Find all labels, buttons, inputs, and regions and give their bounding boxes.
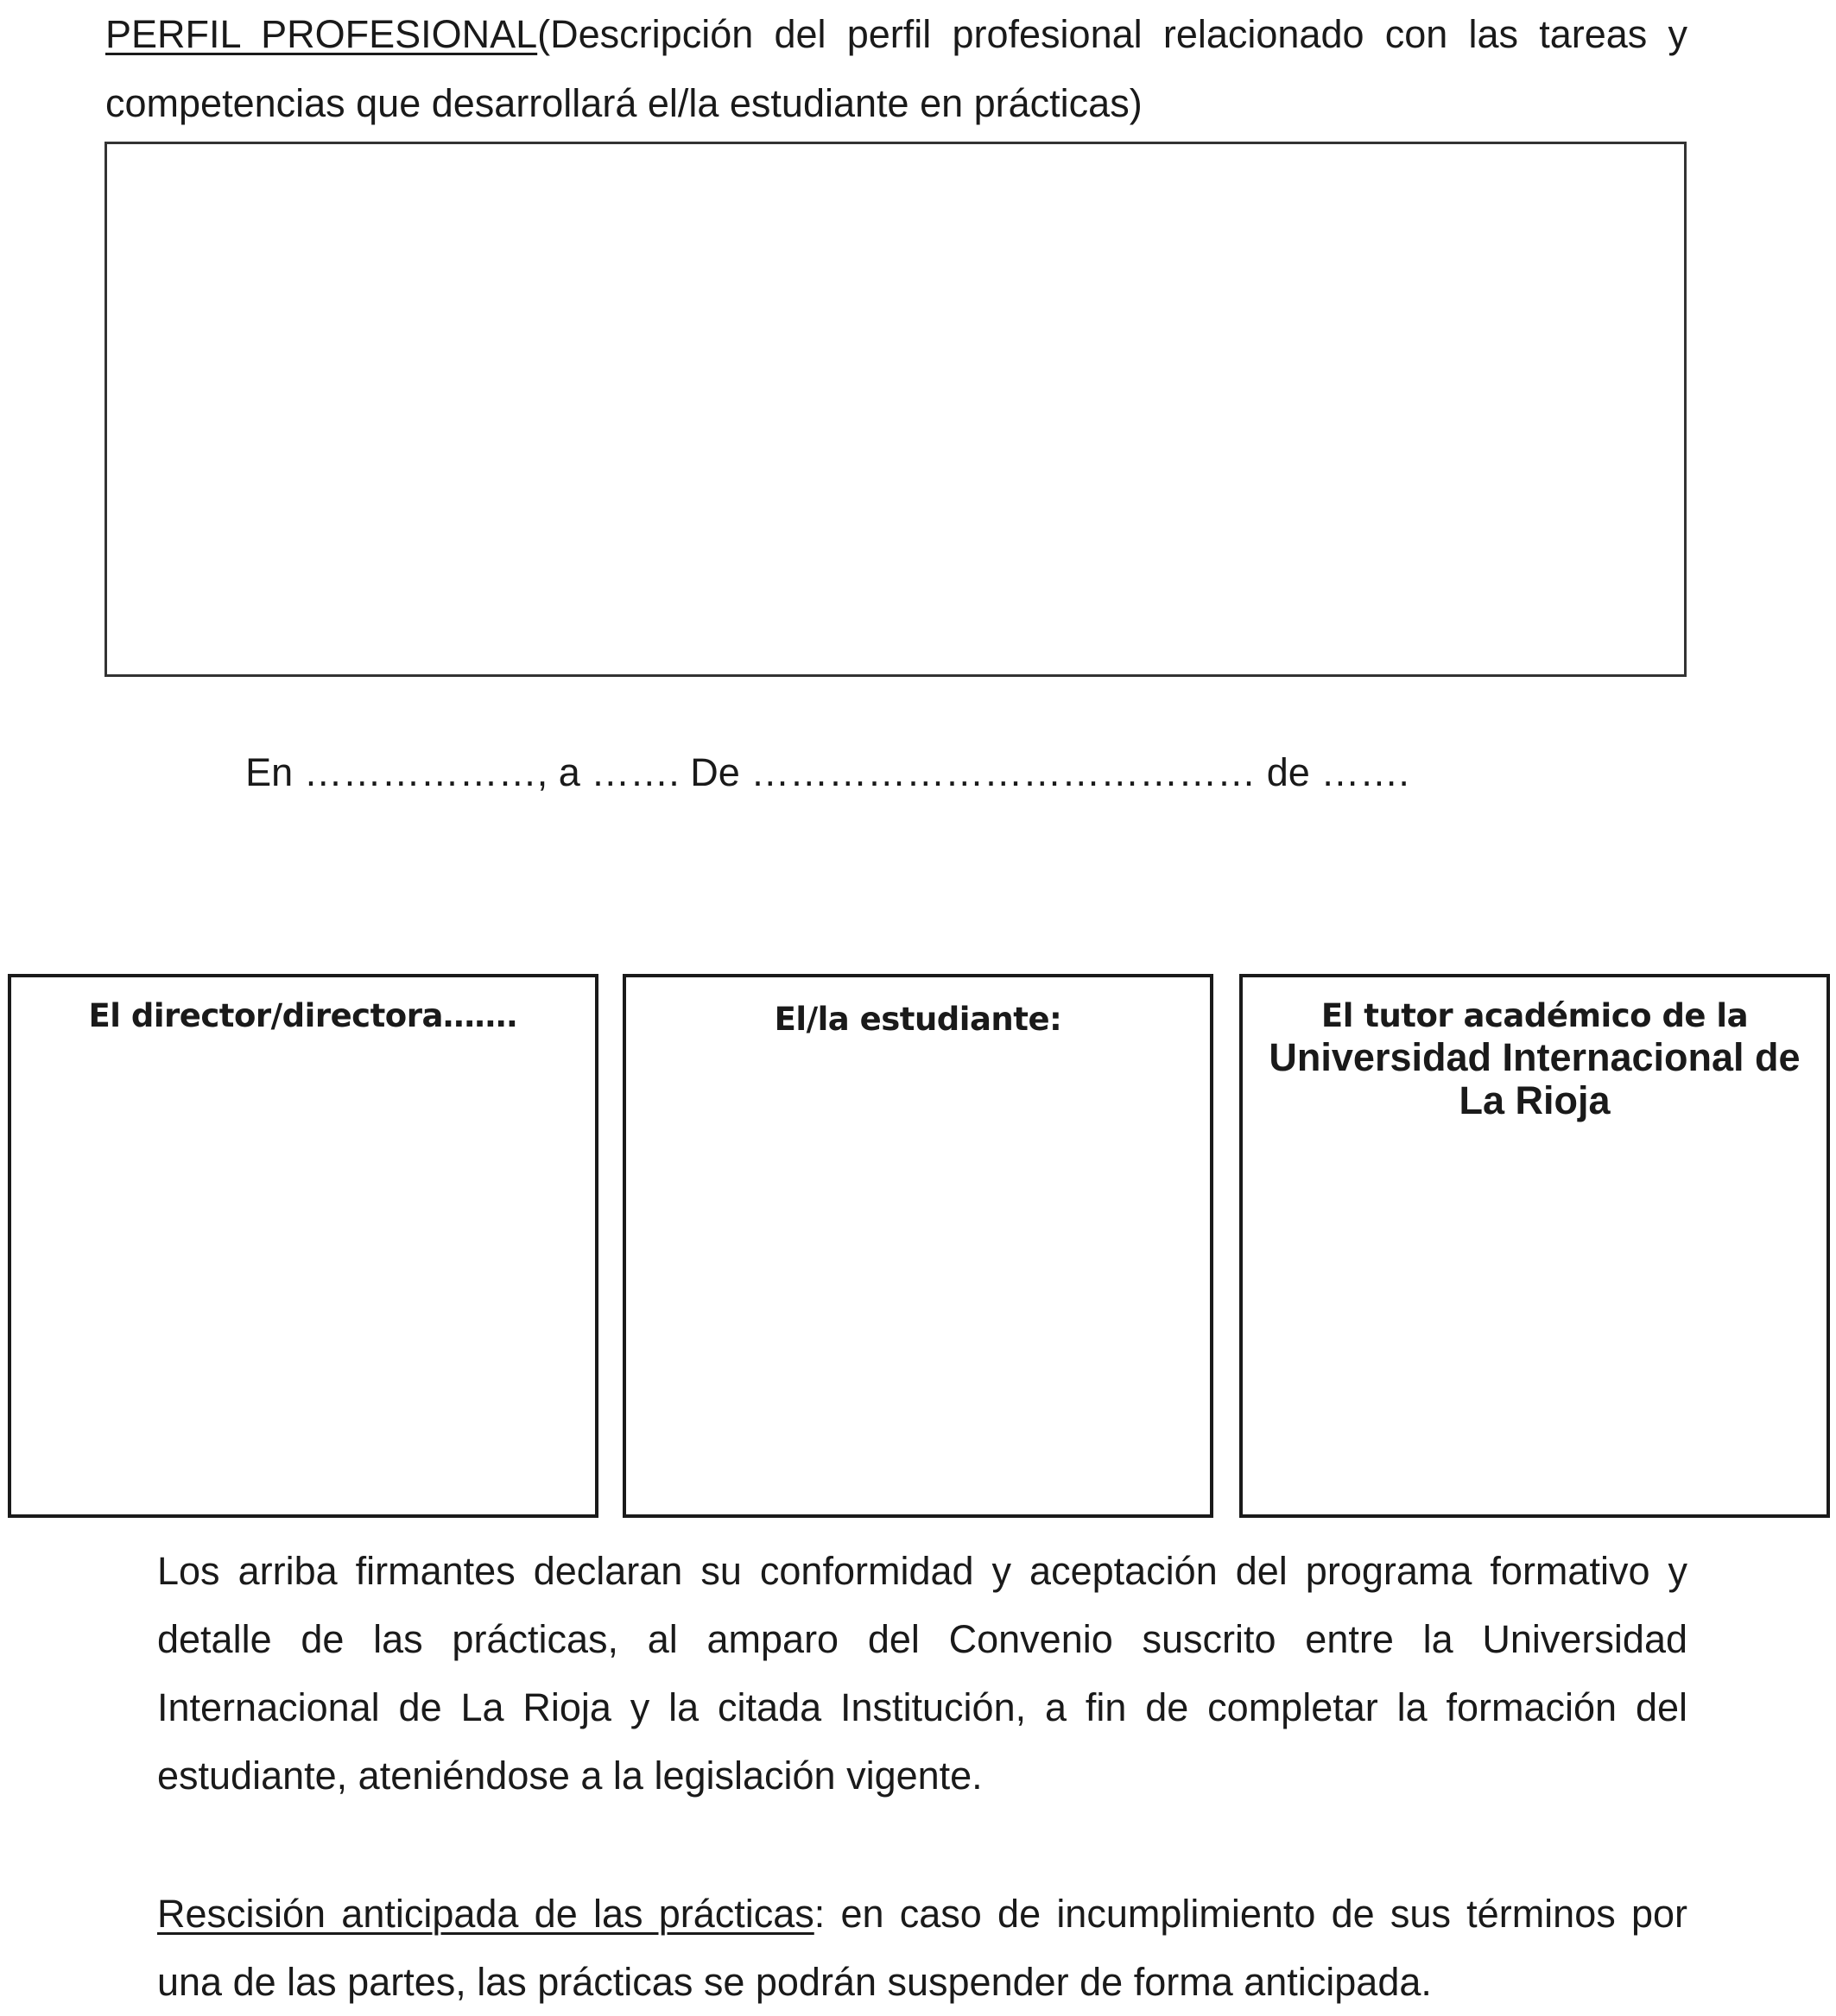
profile-heading xyxy=(105,0,1687,138)
tutor-label-line2: Universidad Internacional de La Rioja xyxy=(1269,1035,1801,1122)
rescission-text: : en caso de incumplimiento de sus términos por una de las partes, las prácticas se podrán suspender de forma anticipada. xyxy=(157,1892,1687,2004)
student-signature-box[interactable] xyxy=(623,974,1213,1518)
rescission-paragraph xyxy=(157,1880,1687,2016)
profile-title: PERFIL PROFESIONAL xyxy=(105,12,538,56)
student-label: El/la estudiante: xyxy=(774,1001,1062,1038)
rescission-title: Rescisión anticipada de las prácticas xyxy=(157,1892,814,1936)
conformity-paragraph: Los arriba firmantes declaran su conformidad y aceptación del programa formativo y detalle de las prácticas, al amparo del Convenio suscrito entre la Universidad Internacional de La Rioja y la citada Institución, a fin de completar la formación del estudiante, ateniéndose a la legislación vigente. xyxy=(157,1549,1687,1798)
date-place-line: En ………………, a ……. De ………………………………… de ……. xyxy=(245,750,1409,794)
tutor-signature-box[interactable] xyxy=(1239,974,1830,1518)
profile-description-field[interactable] xyxy=(104,142,1687,677)
director-signature-box[interactable] xyxy=(8,974,598,1518)
profile-description: (Descripción del perfil profesional relacionado con las tareas y competencias que desarrollará el/la estudiante en prácticas) xyxy=(105,12,1688,125)
tutor-label-line1: El tutor académico de la xyxy=(1320,997,1749,1034)
director-label: El director/directora……. xyxy=(88,997,518,1034)
